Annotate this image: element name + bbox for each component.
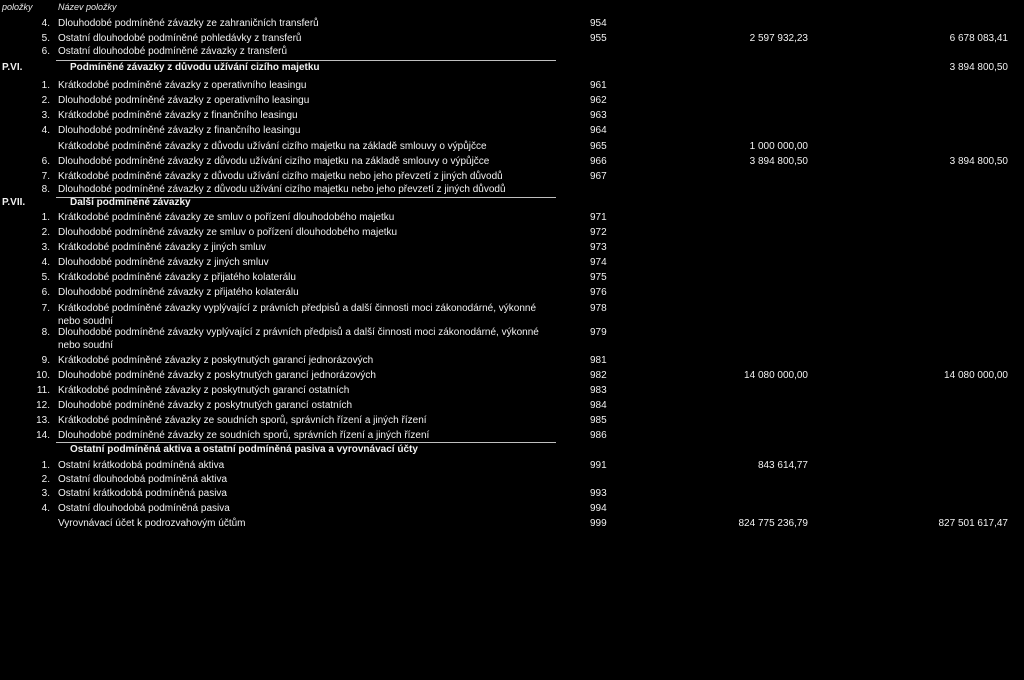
row-label: Krátkodobé podmíněné závazky z jiných smluv bbox=[58, 242, 266, 253]
table-row bbox=[0, 443, 1024, 457]
row-label: Krátkodobé podmíněné závazky z důvodu užívání cizího majetku nebo jeho převzetí z jiných důvodů bbox=[58, 171, 503, 182]
table-row bbox=[0, 369, 1024, 383]
row-code: 961 bbox=[590, 80, 607, 91]
row-label: Dlouhodobé podmíněné závazky z důvodu užívání cizího majetku na základě smlouvy o výpůjčce bbox=[58, 156, 490, 167]
section-code: P.VII. bbox=[2, 197, 26, 208]
row-label: Ostatní krátkodobá podmíněná aktiva bbox=[58, 460, 225, 471]
table-row bbox=[0, 109, 1024, 123]
row-label: Dlouhodobé podmíněné závazky z jiných smluv bbox=[58, 257, 269, 268]
value-previous-period: 6 678 083,41 bbox=[949, 33, 1008, 44]
row-code: 985 bbox=[590, 415, 607, 426]
row-label: Dlouhodobé podmíněné závazky vyplývající z právních předpisů a další činnosti moci zákonodárné, výkonné bbox=[58, 327, 539, 338]
row-number: 8. bbox=[41, 327, 50, 338]
row-code: 955 bbox=[590, 33, 607, 44]
row-label: Dlouhodobé podmíněné závazky z operativního leasingu bbox=[58, 95, 310, 106]
row-number: 2. bbox=[41, 95, 50, 106]
row-label: Ostatní dlouhodobé podmíněné pohledávky z transferů bbox=[58, 33, 302, 44]
table-row bbox=[0, 256, 1024, 270]
row-number: 4. bbox=[41, 503, 50, 514]
row-number: 6. bbox=[41, 156, 50, 167]
row-label: Krátkodobé podmíněné závazky z přijatého kolaterálu bbox=[58, 272, 296, 283]
row-label: Ostatní dlouhodobá podmíněná pasiva bbox=[58, 503, 230, 514]
row-number: 5. bbox=[41, 33, 50, 44]
table-row bbox=[0, 517, 1024, 531]
value-current-period: 1 000 000,00 bbox=[749, 141, 808, 152]
table-row bbox=[0, 354, 1024, 368]
row-label: Krátkodobé podmíněné závazky z poskytnutých garancí ostatních bbox=[58, 385, 350, 396]
row-label: Dlouhodobé podmíněné závazky z důvodu užívání cizího majetku nebo jeho převzetí z jiných důvodů bbox=[58, 184, 506, 195]
column-header-item-number: položky bbox=[2, 2, 33, 12]
row-number: 2. bbox=[41, 227, 50, 238]
row-label: Ostatní podmíněná aktiva a ostatní podmíněná pasiva a vyrovnávací účty bbox=[70, 444, 418, 455]
row-number: 4. bbox=[41, 257, 50, 268]
value-current-period: 14 080 000,00 bbox=[744, 370, 808, 381]
row-label: Dlouhodobé podmíněné závazky z poskytnutých garancí jednorázových bbox=[58, 370, 376, 381]
row-number: 14. bbox=[36, 430, 50, 441]
row-code: 963 bbox=[590, 110, 607, 121]
row-label: Dlouhodobé podmíněné závazky ze smluv o pořízení dlouhodobého majetku bbox=[58, 227, 398, 238]
row-code: 964 bbox=[590, 125, 607, 136]
table-row bbox=[0, 429, 1024, 443]
row-number: 7. bbox=[41, 303, 50, 314]
value-previous-period: 3 894 800,50 bbox=[949, 156, 1008, 167]
table-row bbox=[0, 17, 1024, 31]
row-number: 12. bbox=[36, 400, 50, 411]
table-row bbox=[0, 196, 1024, 210]
row-number: 5. bbox=[41, 272, 50, 283]
row-number: 13. bbox=[36, 415, 50, 426]
row-label: Dlouhodobé podmíněné závazky z finančního leasingu bbox=[58, 125, 301, 136]
row-code: 973 bbox=[590, 242, 607, 253]
table-row bbox=[0, 211, 1024, 225]
table-row bbox=[0, 61, 1024, 75]
value-current-period: 3 894 800,50 bbox=[749, 156, 808, 167]
table-row bbox=[0, 140, 1024, 154]
row-number: 8. bbox=[41, 184, 50, 195]
value-current-period: 2 597 932,23 bbox=[749, 33, 808, 44]
row-number: 3. bbox=[41, 488, 50, 499]
row-label: Ostatní dlouhodobá podmíněná aktiva bbox=[58, 474, 228, 485]
table-row bbox=[0, 473, 1024, 487]
row-label: Další podmíněné závazky bbox=[70, 197, 191, 208]
row-label-continued: nebo soudní bbox=[58, 316, 114, 327]
row-code: 991 bbox=[590, 460, 607, 471]
row-code: 962 bbox=[590, 95, 607, 106]
row-label: Krátkodobé podmíněné závazky z finančního leasingu bbox=[58, 110, 298, 121]
row-label: Ostatní dlouhodobé podmíněné závazky z transferů bbox=[58, 46, 288, 57]
row-label: Krátkodobé podmíněné závazky z důvodu užívání cizího majetku na základě smlouvy o výpůjčce bbox=[58, 141, 487, 152]
row-code: 974 bbox=[590, 257, 607, 268]
row-code: 975 bbox=[590, 272, 607, 283]
table-row bbox=[0, 302, 1024, 327]
row-label: Krátkodobé podmíněné závazky ze smluv o pořízení dlouhodobého majetku bbox=[58, 212, 395, 223]
row-code: 967 bbox=[590, 171, 607, 182]
row-label: Krátkodobé podmíněné závazky vyplývající z právních předpisů a další činnosti moci zákonodárné, výkonné bbox=[58, 303, 537, 314]
row-number: 6. bbox=[41, 46, 50, 57]
value-previous-period: 14 080 000,00 bbox=[944, 370, 1008, 381]
row-label: Dlouhodobé podmíněné závazky ze zahraničních transferů bbox=[58, 18, 319, 29]
value-current-period: 843 614,77 bbox=[757, 460, 808, 471]
row-number: 1. bbox=[41, 460, 50, 471]
table-row bbox=[0, 271, 1024, 285]
table-row bbox=[0, 459, 1024, 473]
row-code: 993 bbox=[590, 488, 607, 499]
section-code: P.VI. bbox=[2, 62, 23, 73]
row-code: 971 bbox=[590, 212, 607, 223]
row-code: 983 bbox=[590, 385, 607, 396]
row-label-continued: nebo soudní bbox=[58, 340, 114, 351]
row-number: 6. bbox=[41, 287, 50, 298]
row-number: 3. bbox=[41, 242, 50, 253]
table-row bbox=[0, 32, 1024, 46]
table-row bbox=[0, 170, 1024, 184]
table-row bbox=[0, 286, 1024, 300]
row-code: 999 bbox=[590, 518, 607, 529]
table-row bbox=[0, 226, 1024, 240]
row-code: 965 bbox=[590, 141, 607, 152]
row-code: 994 bbox=[590, 503, 607, 514]
table-row bbox=[0, 155, 1024, 169]
table-row bbox=[0, 502, 1024, 516]
row-number: 10. bbox=[36, 370, 50, 381]
row-code: 979 bbox=[590, 327, 607, 338]
row-code: 972 bbox=[590, 227, 607, 238]
value-current-period: 824 775 236,79 bbox=[738, 518, 808, 529]
row-code: 986 bbox=[590, 430, 607, 441]
row-code: 976 bbox=[590, 287, 607, 298]
table-row bbox=[0, 326, 1024, 351]
row-code: 981 bbox=[590, 355, 607, 366]
row-code: 966 bbox=[590, 156, 607, 167]
row-number: 7. bbox=[41, 171, 50, 182]
row-number: 11. bbox=[36, 385, 50, 396]
table-row bbox=[0, 384, 1024, 398]
row-number: 1. bbox=[41, 80, 50, 91]
row-label: Krátkodobé podmíněné závazky z operativního leasingu bbox=[58, 80, 307, 91]
row-number: 4. bbox=[41, 125, 50, 136]
row-label: Dlouhodobé podmíněné závazky z poskytnutých garancí ostatních bbox=[58, 400, 353, 411]
row-label: Podmíněné závazky z důvodu užívání cizího majetku bbox=[70, 62, 320, 73]
row-number: 1. bbox=[41, 212, 50, 223]
table-row bbox=[0, 183, 1024, 197]
row-label: Dlouhodobé podmíněné závazky ze soudních sporů, správních řízení a jiných řízení bbox=[58, 430, 430, 441]
row-number: 2. bbox=[41, 474, 50, 485]
table-row bbox=[0, 45, 1024, 59]
row-label: Ostatní krátkodobá podmíněná pasiva bbox=[58, 488, 227, 499]
row-number: 4. bbox=[41, 18, 50, 29]
row-code: 954 bbox=[590, 18, 607, 29]
table-row bbox=[0, 487, 1024, 501]
row-number: 3. bbox=[41, 110, 50, 121]
column-header-item-name: Název položky bbox=[58, 2, 117, 12]
value-previous-period: 827 501 617,47 bbox=[938, 518, 1008, 529]
table-row bbox=[0, 399, 1024, 413]
row-label: Krátkodobé podmíněné závazky z poskytnutých garancí jednorázových bbox=[58, 355, 374, 366]
row-label: Dlouhodobé podmíněné závazky z přijatého kolaterálu bbox=[58, 287, 299, 298]
table-row bbox=[0, 241, 1024, 255]
row-code: 982 bbox=[590, 370, 607, 381]
table-row bbox=[0, 414, 1024, 428]
table-row bbox=[0, 124, 1024, 138]
row-number: 9. bbox=[41, 355, 50, 366]
row-code: 978 bbox=[590, 303, 607, 314]
table-row bbox=[0, 79, 1024, 93]
table-row bbox=[0, 94, 1024, 108]
value-previous-period: 3 894 800,50 bbox=[949, 62, 1008, 73]
row-label: Vyrovnávací účet k podrozvahovým účtům bbox=[58, 518, 246, 529]
row-label: Krátkodobé podmíněné závazky ze soudních sporů, správních řízení a jiných řízení bbox=[58, 415, 427, 426]
row-code: 984 bbox=[590, 400, 607, 411]
